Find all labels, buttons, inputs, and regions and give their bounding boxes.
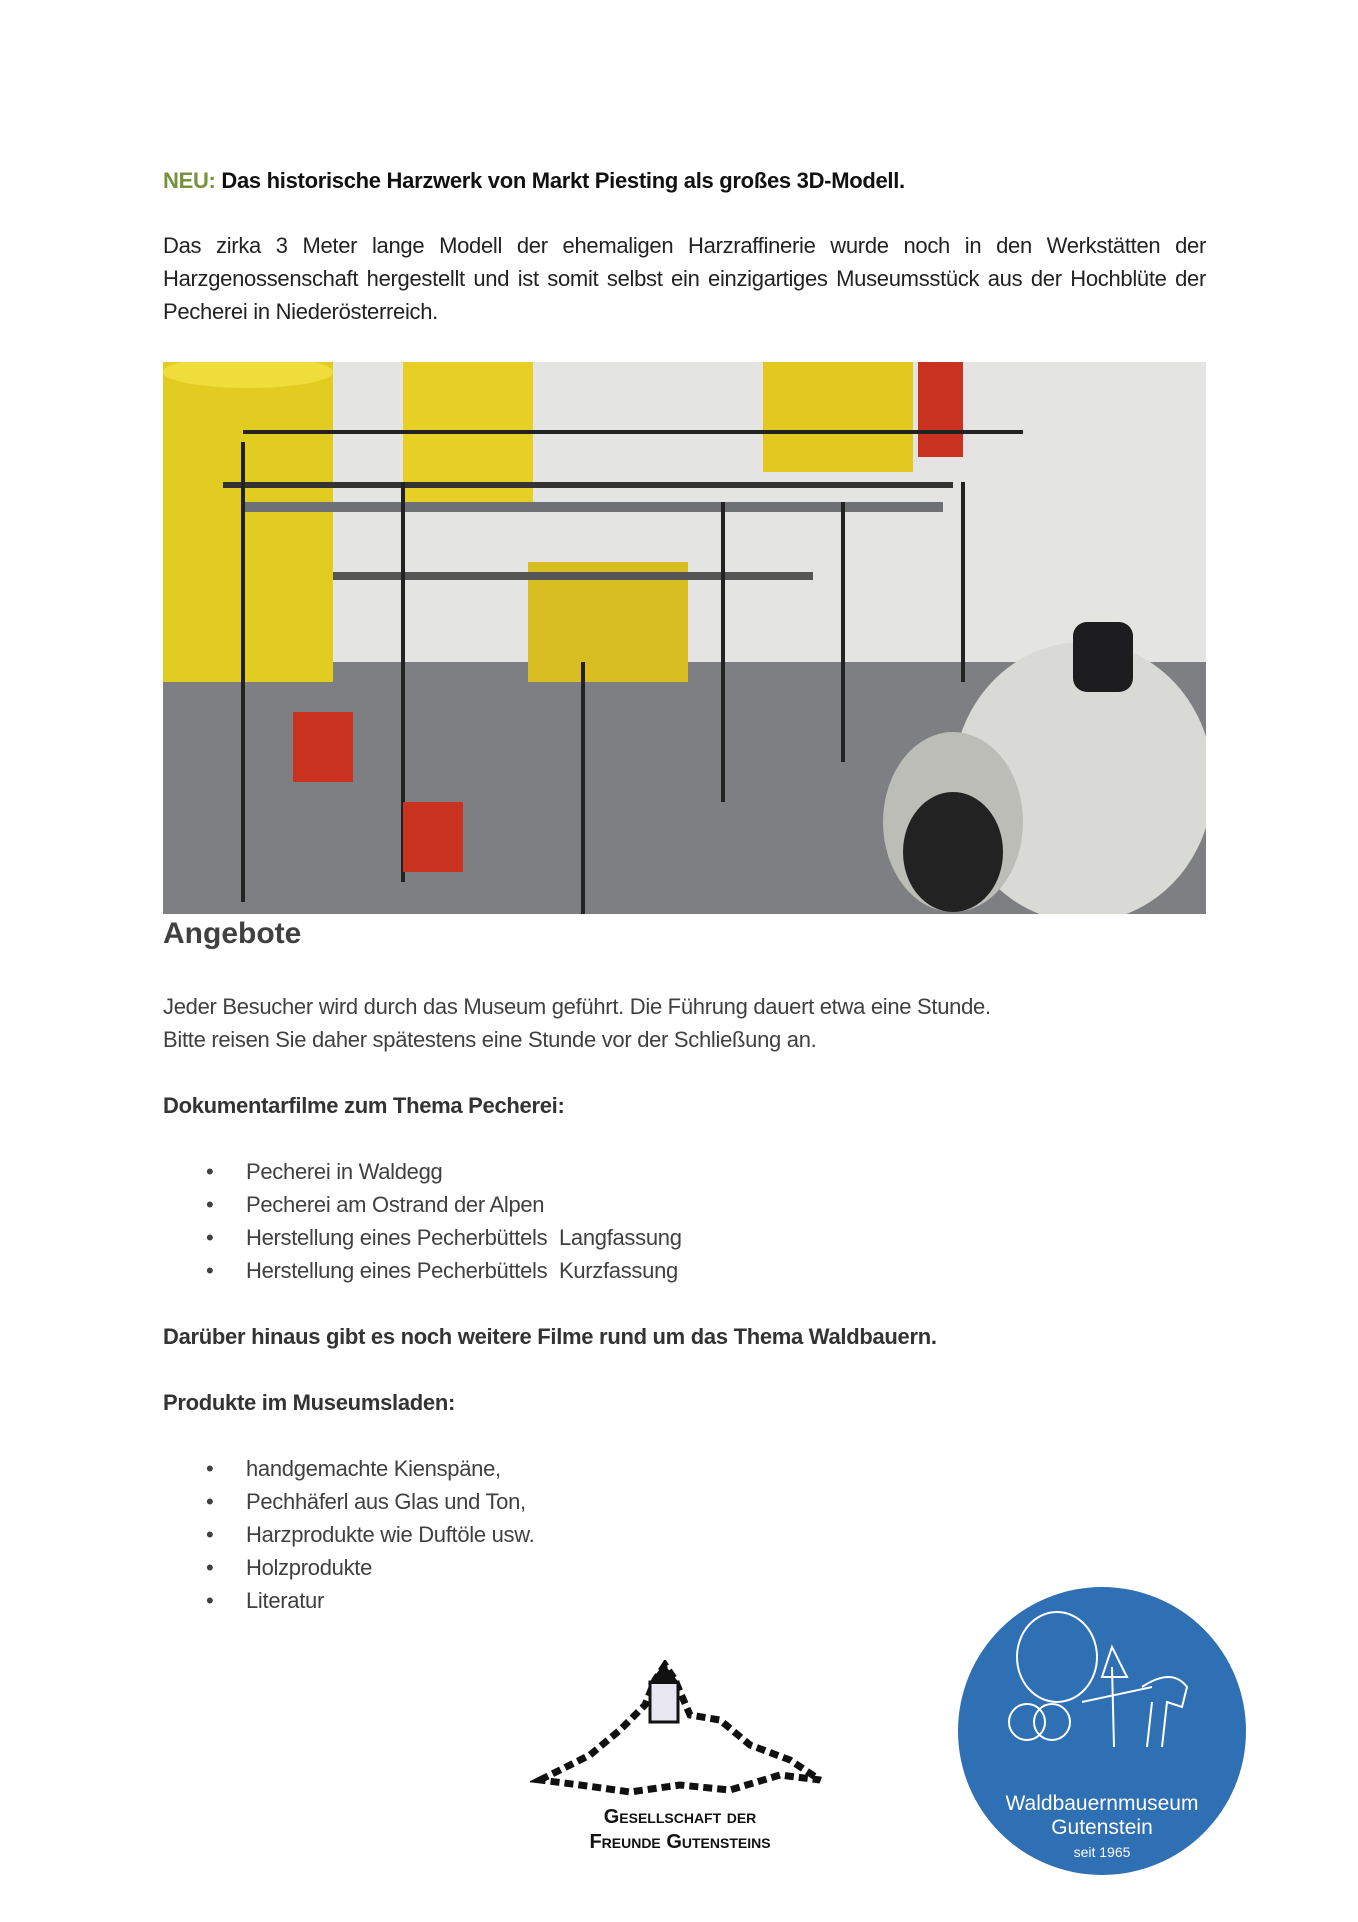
list-item: • Harzprodukte wie Duftöle usw. [163, 1518, 1213, 1551]
visit-info-line: Bitte reisen Sie daher spätestens eine Stunde vor der Schließung an. [163, 1027, 817, 1052]
news-title: Das historische Harzwerk von Markt Piesting als großes 3D-Modell. [221, 168, 905, 193]
museum-name: Waldbauernmuseum [1005, 1792, 1199, 1815]
harzwerk-model-photo [163, 362, 1206, 914]
films-heading: Dokumentarfilme zum Thema Pecherei: [163, 1093, 565, 1118]
museum-logo [958, 1587, 1246, 1875]
list-item: • Literatur [163, 1584, 1213, 1617]
castle-hill-icon [530, 1660, 830, 1800]
more-films-note: Darüber hinaus gibt es noch weitere Filme rund um das Thema Waldbauern. [163, 1324, 937, 1349]
section-title-angebote: Angebote [163, 917, 302, 950]
products-list [163, 1452, 1213, 1617]
list-item: • Herstellung eines Pecherbüttels Kurzfassung [163, 1254, 1213, 1287]
intro-paragraph: Das zirka 3 Meter lange Modell der ehemaligen Harzraffinerie wurde noch in den Werkstätten der Harzgenossenschaft hergestellt und ist somit selbst ein einzigartiges Museumsstück aus der Hochblüte der Pecherei in Niederösterreich. [163, 233, 1206, 324]
news-heading [163, 164, 905, 197]
films-list [163, 1155, 1213, 1287]
list-item: • Herstellung eines Pecherbüttels Langfassung [163, 1221, 1213, 1254]
new-label: NEU: [163, 168, 216, 193]
museum-location: Gutenstein [1051, 1816, 1153, 1839]
list-item: • Pechhäferl aus Glas und Ton, [163, 1485, 1213, 1518]
visit-info-line: Jeder Besucher wird durch das Museum geführt. Die Führung dauert etwa eine Stunde. [163, 994, 991, 1019]
horse-cart-icon [1002, 1607, 1202, 1772]
list-item: • Pecherei in Waldegg [163, 1155, 1213, 1188]
list-item: • handgemachte Kienspäne, [163, 1452, 1213, 1485]
society-name-line: Gesellschaft der [603, 1806, 757, 1828]
museum-founded: seit 1965 [1073, 1844, 1131, 1860]
shop-heading: Produkte im Museumsladen: [163, 1390, 456, 1415]
angebote-content [163, 990, 1213, 1617]
list-item: • Holzprodukte [163, 1551, 1213, 1584]
society-name-line: Freunde Gutensteins [589, 1831, 771, 1853]
list-item: • Pecherei am Ostrand der Alpen [163, 1188, 1213, 1221]
society-logo [530, 1660, 830, 1860]
